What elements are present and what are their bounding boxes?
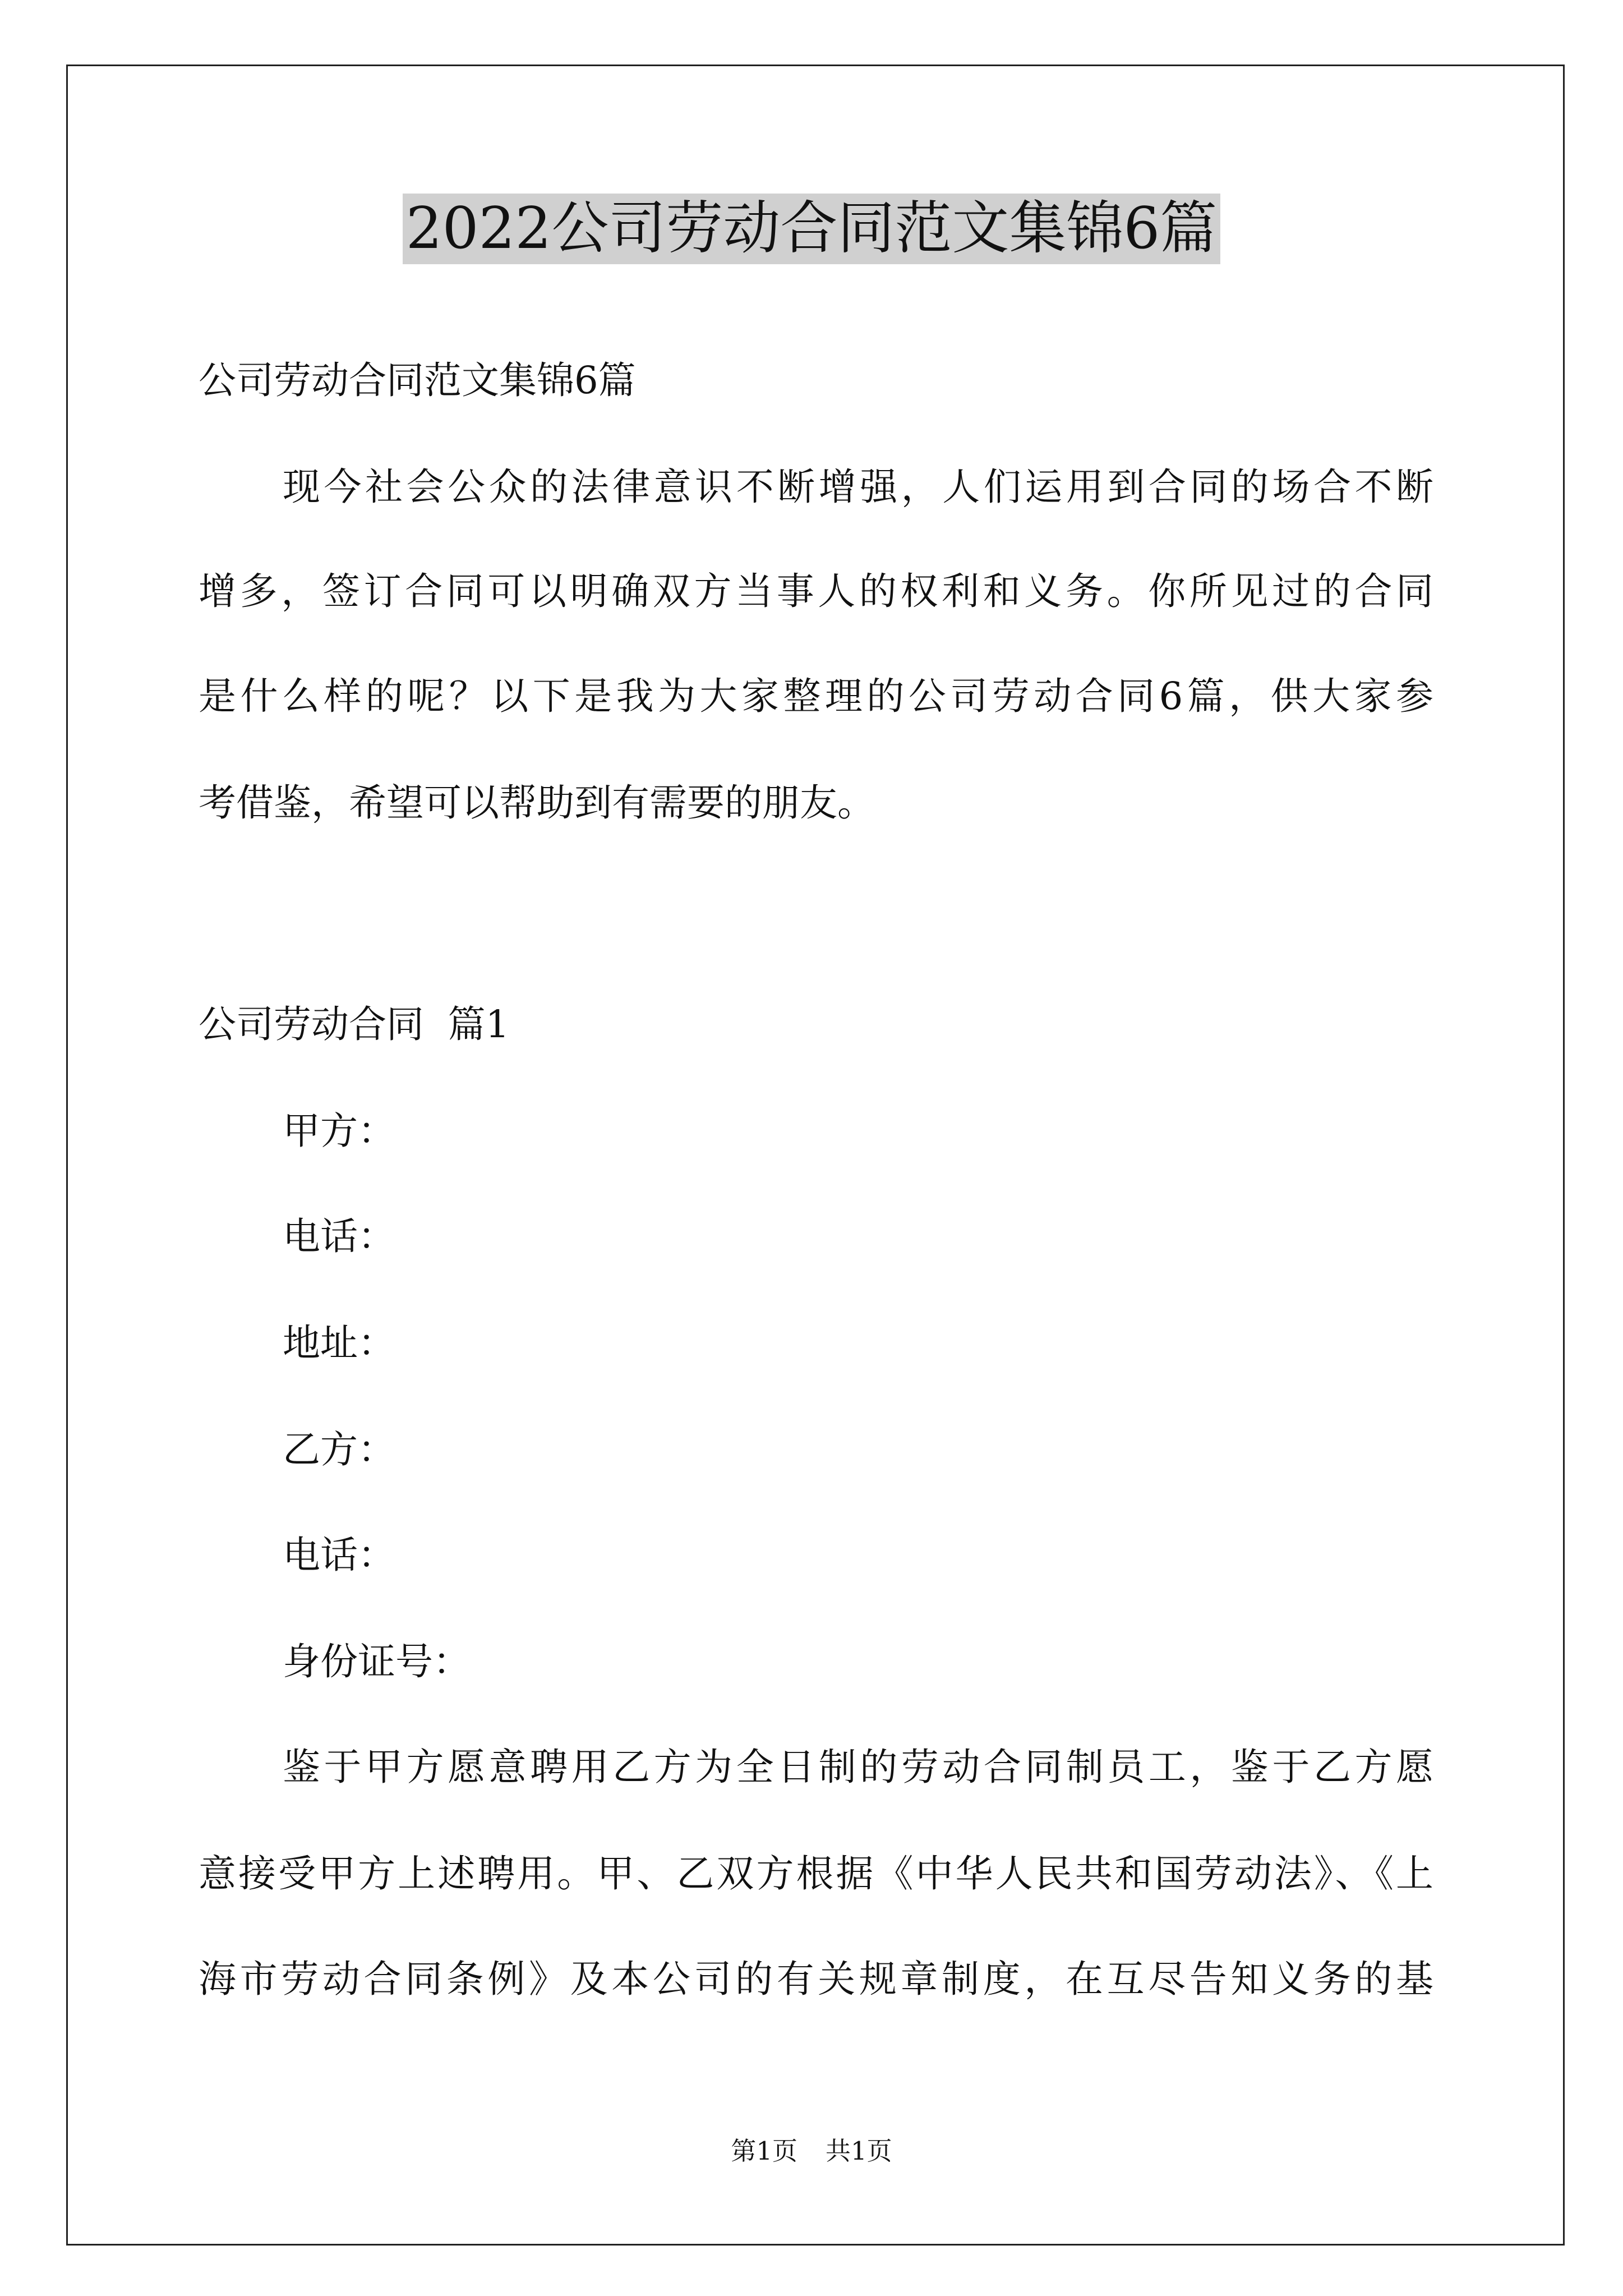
address-field: 地址：: [283, 1321, 395, 1365]
phone-b-field: 电话：: [283, 1533, 395, 1577]
document-subtitle: 公司劳动合同范文集锦6篇: [199, 358, 636, 402]
body-line-3: 海市劳动合同条例》及本公司的有关规章制度，在互尽告知义务的基: [199, 1957, 1433, 2001]
intro-line-4: 考借鉴，希望可以帮助到有需要的朋友。: [199, 781, 875, 825]
phone-a-field: 电话：: [283, 1214, 395, 1258]
page-footer: [0, 2138, 1623, 2164]
party-a-field: 甲方：: [283, 1109, 395, 1153]
title-container: [0, 194, 1623, 264]
body-line-2: 意接受甲方上述聘用。甲、乙双方根据《中华人民共和国劳动法》、《上: [199, 1852, 1433, 1895]
party-b-field: 乙方：: [283, 1428, 395, 1471]
page-number-total: 共1页: [826, 2136, 892, 2166]
document-title: 2022公司劳动合同范文集锦6篇: [403, 194, 1220, 264]
intro-line-1: 现今社会公众的法律意识不断增强，人们运用到合同的场合不断: [283, 465, 1433, 509]
section-heading: 公司劳动合同 篇1: [199, 1002, 510, 1046]
page-number-current: 第1页: [731, 2136, 797, 2166]
intro-line-2: 增多，签订合同可以明确双方当事人的权利和义务。你所见过的合同: [199, 569, 1433, 613]
intro-line-3: 是什么样的呢？以下是我为大家整理的公司劳动合同6篇，供大家参: [199, 674, 1433, 718]
id-number-field: 身份证号：: [283, 1640, 471, 1683]
body-line-1: 鉴于甲方愿意聘用乙方为全日制的劳动合同制员工，鉴于乙方愿: [283, 1745, 1433, 1789]
